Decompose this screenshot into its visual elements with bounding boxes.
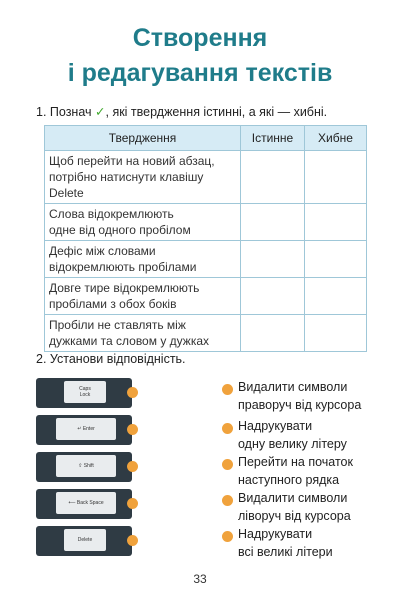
answer-text: Видалити символи праворуч від курсора bbox=[238, 380, 362, 412]
backspace-key-label: ⟵ Back Space bbox=[56, 492, 116, 514]
match-dot-icon[interactable] bbox=[222, 495, 233, 506]
statement-cell: Дефіс між словами відокремлюють пробілами bbox=[45, 241, 241, 278]
statement-cell: Довге тире відокремлюють пробілами з обох боків bbox=[45, 278, 241, 315]
caps-lock-key bbox=[36, 378, 132, 408]
true-answer-cell[interactable] bbox=[241, 278, 305, 315]
header-false: Хибне bbox=[305, 126, 367, 151]
false-answer-cell[interactable] bbox=[305, 241, 367, 278]
match-dot-icon[interactable] bbox=[127, 535, 138, 546]
page-number: 33 bbox=[193, 572, 207, 586]
delete-key-label: Delete bbox=[64, 529, 106, 551]
match-dot-icon[interactable] bbox=[127, 387, 138, 398]
task-1-instruction bbox=[36, 104, 327, 119]
answer-text: Видалити символи ліворуч від курсора bbox=[238, 491, 351, 523]
table-row bbox=[45, 278, 367, 315]
page-title-line-1: Створення bbox=[132, 24, 268, 52]
match-dot-icon[interactable] bbox=[222, 459, 233, 470]
match-dot-icon[interactable] bbox=[127, 498, 138, 509]
false-answer-cell[interactable] bbox=[305, 278, 367, 315]
enter-key-label: ↵ Enter bbox=[56, 418, 116, 440]
caps-lock-key-label: Caps Lock bbox=[64, 381, 106, 403]
match-dot-icon[interactable] bbox=[222, 423, 233, 434]
false-answer-cell[interactable] bbox=[305, 151, 367, 204]
check-mark-icon: ✓ bbox=[95, 105, 106, 119]
true-answer-cell[interactable] bbox=[241, 315, 305, 352]
true-answer-cell[interactable] bbox=[241, 204, 305, 241]
page-title-line-2: і редагування текстів bbox=[67, 59, 333, 87]
delete-key bbox=[36, 526, 132, 556]
true-false-table bbox=[44, 125, 367, 352]
header-true: Істинне bbox=[241, 126, 305, 151]
shift-key-label: ⇧ Shift bbox=[56, 455, 116, 477]
match-dot-icon[interactable] bbox=[222, 384, 233, 395]
match-dot-icon[interactable] bbox=[222, 531, 233, 542]
answer-text: Перейти на початок наступного рядка bbox=[238, 455, 353, 487]
enter-key bbox=[36, 415, 132, 445]
header-statement: Твердження bbox=[45, 126, 241, 151]
table-header-row bbox=[45, 126, 367, 151]
answer-text: Надрукувати одну велику літеру bbox=[238, 419, 347, 451]
backspace-key bbox=[36, 489, 132, 519]
table-row bbox=[45, 241, 367, 278]
task-2-instruction: 2. Установи відповідність. bbox=[36, 352, 186, 366]
false-answer-cell[interactable] bbox=[305, 204, 367, 241]
task-1-suffix: , які твердження істинні, а які — хибні. bbox=[105, 105, 328, 119]
shift-key bbox=[36, 452, 132, 482]
match-dot-icon[interactable] bbox=[127, 461, 138, 472]
true-answer-cell[interactable] bbox=[241, 151, 305, 204]
statement-cell: Пробіли не ставлять між дужками та словом у дужках bbox=[45, 315, 241, 352]
table-row bbox=[45, 315, 367, 352]
answer-text: Надрукувати всі великі літери bbox=[238, 527, 333, 559]
table-row bbox=[45, 151, 367, 204]
false-answer-cell[interactable] bbox=[305, 315, 367, 352]
true-answer-cell[interactable] bbox=[241, 241, 305, 278]
table-row bbox=[45, 204, 367, 241]
statement-cell: Щоб перейти на новий абзац, потрібно натиснути клавішу Delete bbox=[45, 151, 241, 204]
match-dot-icon[interactable] bbox=[127, 424, 138, 435]
task-1-prefix: 1. Познач bbox=[36, 105, 92, 119]
statement-cell: Слова відокремлюють одне від одного пробілом bbox=[45, 204, 241, 241]
